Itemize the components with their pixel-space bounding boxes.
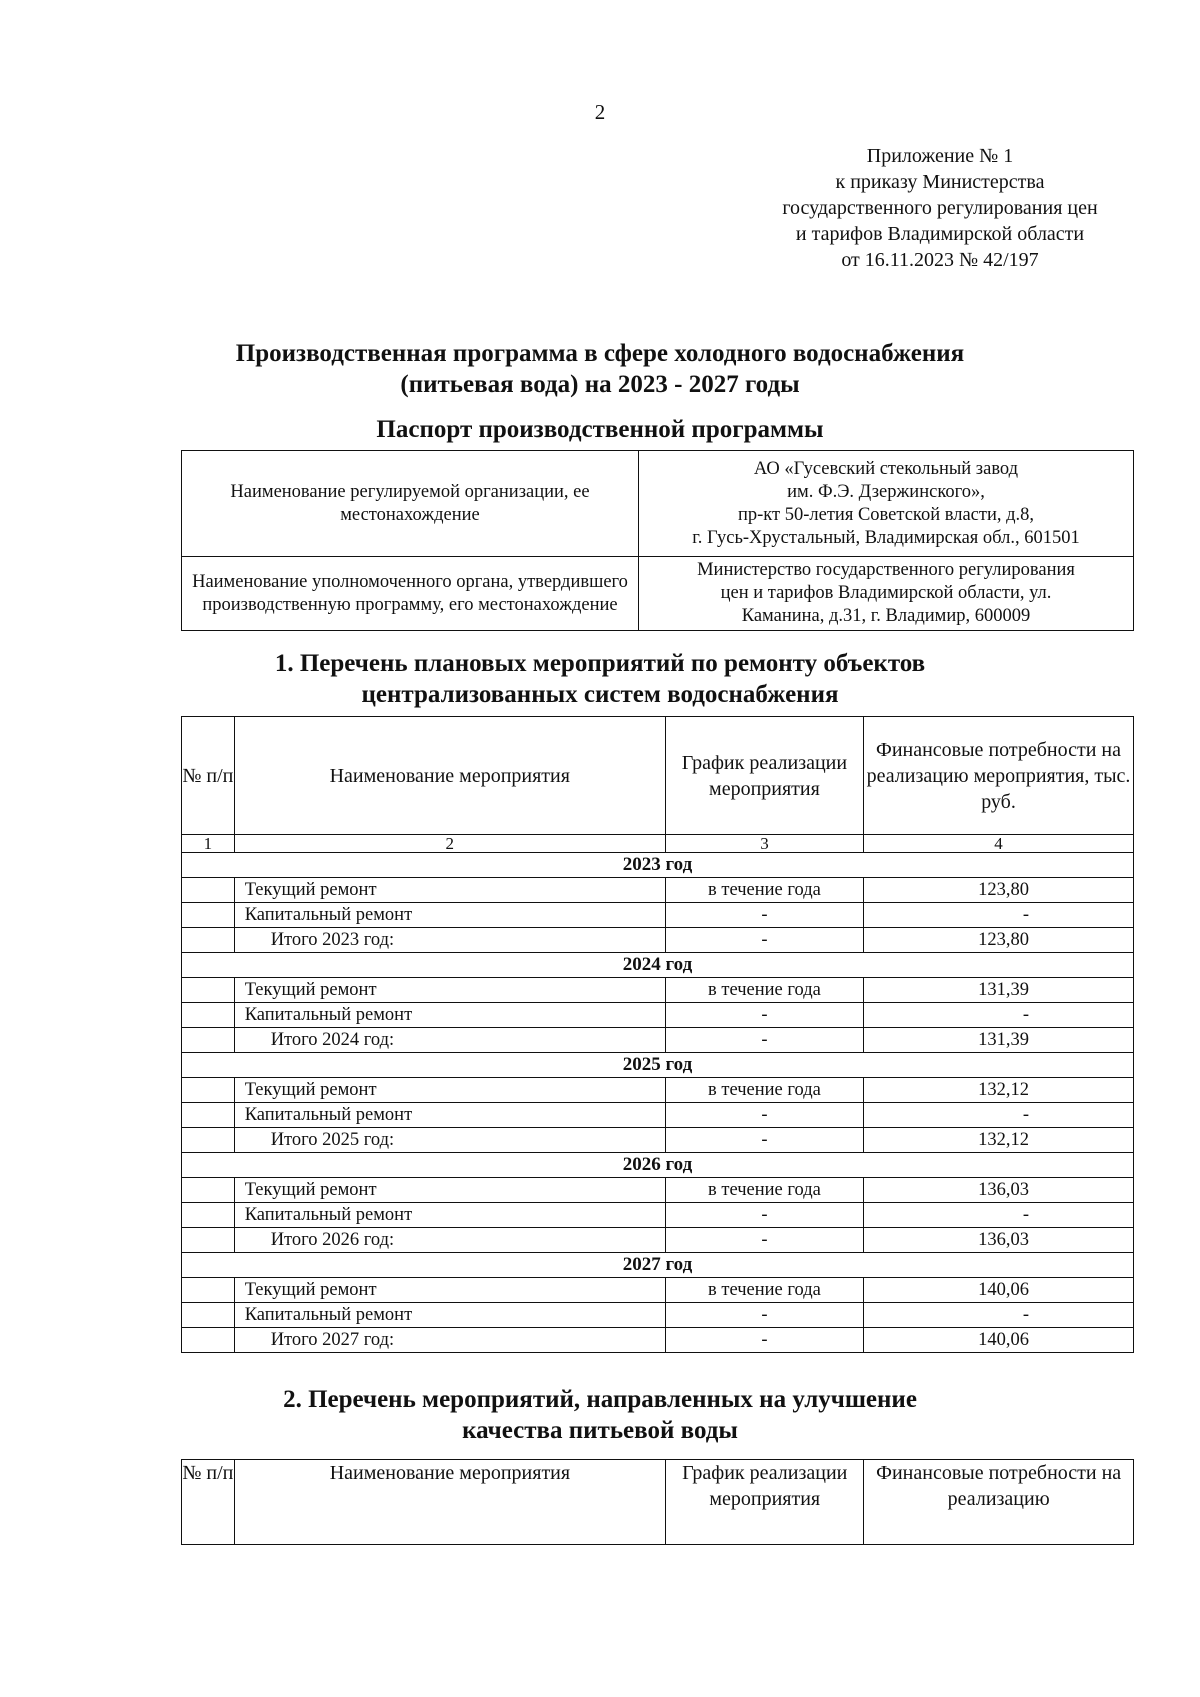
schedule-cell: - (665, 1303, 863, 1328)
table-row (182, 878, 1134, 903)
column-number: 4 (864, 835, 1134, 853)
table-row (182, 1328, 1134, 1353)
section2-title (150, 1384, 1050, 1446)
schedule-cell: в течение года (665, 978, 863, 1003)
row-number (182, 1278, 235, 1303)
section1-title-line: 1. Перечень плановых мероприятий по ремонту объектов (274, 650, 926, 677)
table-row (182, 1078, 1134, 1103)
water-quality-table (181, 1459, 1134, 1545)
cost-cell: - (864, 1303, 1134, 1328)
year-row (182, 1053, 1134, 1078)
cost-cell: 132,12 (864, 1128, 1134, 1153)
activity-name: Текущий ремонт (234, 878, 665, 903)
row-number (182, 1228, 235, 1253)
activity-name: Итого 2024 год: (234, 1028, 665, 1053)
section1-title-line: централизованных систем водоснабжения (361, 681, 839, 708)
schedule-cell: - (665, 1128, 863, 1153)
schedule-cell: - (665, 1103, 863, 1128)
cost-cell: - (864, 903, 1134, 928)
passport-row (182, 557, 1134, 631)
passport-value-line: цен и тарифов Владимирской области, ул. (720, 583, 1052, 603)
row-number (182, 1303, 235, 1328)
row-number (182, 1128, 235, 1153)
passport-value (639, 557, 1134, 631)
row-number (182, 878, 235, 903)
row-number (182, 1028, 235, 1053)
schedule-cell: - (665, 903, 863, 928)
col-header-schedule: График реализации мероприятия (665, 717, 863, 835)
schedule-cell: в течение года (665, 1178, 863, 1203)
cost-cell: 131,39 (864, 1028, 1134, 1053)
passport-label: Наименование уполномоченного органа, утвердившего производственную программу, его местонахождение (182, 557, 639, 631)
schedule-cell: - (665, 1003, 863, 1028)
document-title-line: Производственная программа в сфере холодного водоснабжения (235, 340, 965, 367)
table-header-row (182, 1460, 1134, 1545)
table-row (182, 1003, 1134, 1028)
cost-cell: - (864, 1203, 1134, 1228)
year-label: 2024 год (182, 953, 1134, 978)
appendix-line: от 16.11.2023 № 42/197 (841, 249, 1039, 271)
column-number: 2 (234, 835, 665, 853)
passport-value-line: Каманина, д.31, г. Владимир, 600009 (741, 606, 1031, 626)
schedule-cell: - (665, 1228, 863, 1253)
passport-value-line: пр-кт 50-летия Советской власти, д.8, (737, 504, 1035, 525)
year-row (182, 853, 1134, 878)
col-header-name: Наименование мероприятия (234, 1460, 665, 1545)
table-row (182, 928, 1134, 953)
table-row (182, 1278, 1134, 1303)
cost-cell: - (864, 1103, 1134, 1128)
year-label: 2027 год (182, 1253, 1134, 1278)
year-row (182, 953, 1134, 978)
section2-title-line: качества питьевой воды (462, 1417, 738, 1444)
cost-cell: 140,06 (864, 1278, 1134, 1303)
schedule-cell: - (665, 1328, 863, 1353)
cost-cell: 132,12 (864, 1078, 1134, 1103)
cost-cell: - (864, 1003, 1134, 1028)
cost-cell: 136,03 (864, 1228, 1134, 1253)
repair-plan-table (181, 716, 1134, 1353)
schedule-cell: в течение года (665, 1078, 863, 1103)
appendix-line: Приложение № 1 (866, 145, 1014, 167)
passport-title: Паспорт производственной программы (376, 416, 824, 443)
passport-value-line: Министерство государственного регулирования (697, 560, 1075, 580)
passport-value-line: АО «Гусевский стекольный завод (753, 458, 1019, 479)
schedule-cell: - (665, 928, 863, 953)
passport-label: Наименование регулируемой организации, ее местонахождение (182, 451, 639, 557)
activity-name: Итого 2027 год: (234, 1328, 665, 1353)
activity-name: Капитальный ремонт (234, 1303, 665, 1328)
table-row (182, 1028, 1134, 1053)
table-row (182, 978, 1134, 1003)
row-number (182, 1328, 235, 1353)
activity-name: Итого 2025 год: (234, 1128, 665, 1153)
appendix-line: к приказу Министерства (835, 171, 1045, 193)
appendix-line: государственного регулирования цен (782, 197, 1098, 219)
row-number (182, 928, 235, 953)
appendix-note (700, 143, 1180, 273)
schedule-cell: - (665, 1203, 863, 1228)
col-header-cost: Финансовые потребности на реализацию (864, 1460, 1134, 1545)
passport-value-line: г. Гусь-Хрустальный, Владимирская обл., 601501 (692, 527, 1080, 548)
schedule-cell: - (665, 1028, 863, 1053)
document-title (150, 338, 1050, 400)
table-row (182, 1128, 1134, 1153)
row-number (182, 1178, 235, 1203)
table-row (182, 1303, 1134, 1328)
row-number (182, 1003, 235, 1028)
activity-name: Текущий ремонт (234, 1178, 665, 1203)
passport-value (639, 451, 1134, 557)
section1-title (150, 648, 1050, 710)
activity-name: Текущий ремонт (234, 1278, 665, 1303)
column-number: 3 (665, 835, 863, 853)
schedule-cell: в течение года (665, 1278, 863, 1303)
year-row (182, 1153, 1134, 1178)
table-row (182, 1228, 1134, 1253)
year-label: 2026 год (182, 1153, 1134, 1178)
cost-cell: 123,80 (864, 928, 1134, 953)
col-header-name: Наименование мероприятия (234, 717, 665, 835)
row-number (182, 1103, 235, 1128)
table-row (182, 1103, 1134, 1128)
passport-value-line: им. Ф.Э. Дзержинского», (787, 481, 985, 502)
activity-name: Капитальный ремонт (234, 1003, 665, 1028)
row-number (182, 978, 235, 1003)
page-number: 2 (594, 100, 606, 124)
activity-name: Текущий ремонт (234, 1078, 665, 1103)
table-row (182, 1203, 1134, 1228)
cost-cell: 123,80 (864, 878, 1134, 903)
row-number (182, 1078, 235, 1103)
schedule-cell: в течение года (665, 878, 863, 903)
passport-table (181, 450, 1134, 631)
column-number: 1 (182, 835, 235, 853)
col-header-number: № п/п (182, 717, 235, 835)
column-number-row (182, 835, 1134, 853)
cost-cell: 140,06 (864, 1328, 1134, 1353)
table-row (182, 903, 1134, 928)
col-header-schedule: График реализации мероприятия (666, 1460, 864, 1545)
activity-name: Капитальный ремонт (234, 1203, 665, 1228)
activity-name: Итого 2026 год: (234, 1228, 665, 1253)
activity-name: Капитальный ремонт (234, 903, 665, 928)
appendix-line: и тарифов Владимирской области (795, 223, 1085, 245)
document-title-line: (питьевая вода) на 2023 - 2027 годы (400, 371, 800, 398)
cost-cell: 131,39 (864, 978, 1134, 1003)
table-header-row (182, 717, 1134, 835)
passport-row (182, 451, 1134, 557)
cost-cell: 136,03 (864, 1178, 1134, 1203)
col-header-number: № п/п (182, 1460, 235, 1545)
section2-title-line: 2. Перечень мероприятий, направленных на улучшение (283, 1386, 917, 1413)
year-label: 2025 год (182, 1053, 1134, 1078)
year-row (182, 1253, 1134, 1278)
repair-plan-body (182, 853, 1134, 1353)
activity-name: Текущий ремонт (234, 978, 665, 1003)
activity-name: Итого 2023 год: (234, 928, 665, 953)
activity-name: Капитальный ремонт (234, 1103, 665, 1128)
year-label: 2023 год (182, 853, 1134, 878)
row-number (182, 1203, 235, 1228)
table-row (182, 1178, 1134, 1203)
col-header-cost: Финансовые потребности на реализацию мероприятия, тыс. руб. (864, 717, 1134, 835)
row-number (182, 903, 235, 928)
